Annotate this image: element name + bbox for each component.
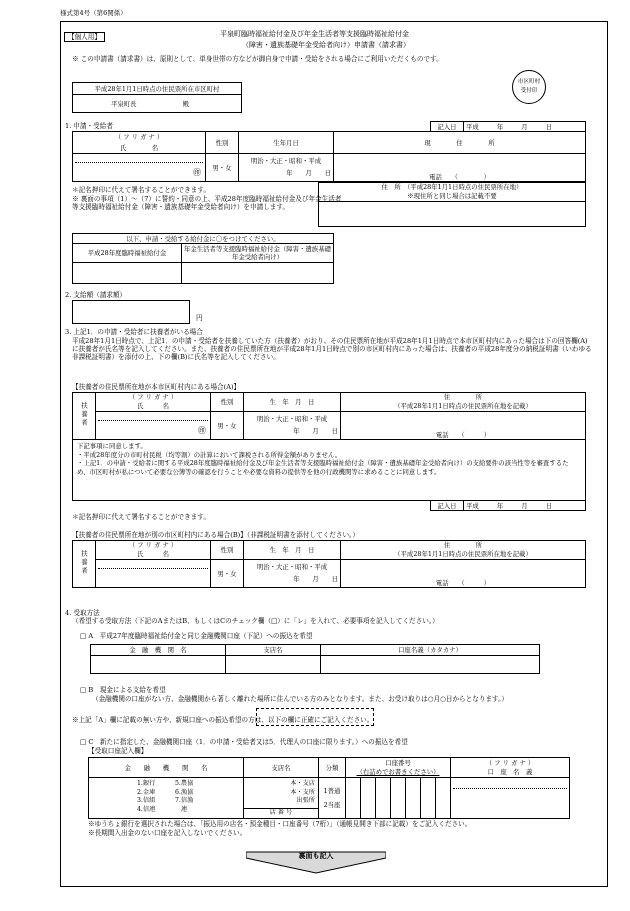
supporter-b-addr2: （平成28年1月1日時点の住民票所在地を記載） [394,550,532,558]
account-table [88,757,570,819]
filled-date-day: 日 [545,122,553,131]
supporter-a-address-header [341,393,586,412]
consent-line-1: 下記事項に同意します。 [77,442,147,450]
branch-type-3: 出張所 [296,797,315,804]
supporter-a-furigana-label: （ フ リ ガ ナ ） [128,393,178,402]
s3-filled-date-era: 平成 [466,501,479,510]
amount-unit: 円 [196,314,203,322]
section3-heading: 3. 上記1．の申請・受給者に扶養者がいる場合 [65,328,203,336]
form-number: 様式第4号（第6関係） [60,9,127,17]
option-a-bank-header: 金 融 機 関 名 [91,645,226,656]
account-number-header [346,758,451,778]
supporter-a-birth-header: 生 年 月 日 [244,393,341,412]
bank-type-5: 5.農協 [175,780,194,787]
benefit-option-1-label: 平成28年度臨時福祉給付金 [73,244,182,263]
section3-filled-date [430,500,586,511]
option-c-heading: 【受取口座記入欄】 [88,747,148,755]
option-a-holder-header: 口座名義（カタカナ） [321,645,540,656]
section4-note1: ※ゆうちょ銀行を選択された場合は、「振込用の店名・預金種目・口座番号（7桁）」（通帳見開き下部に記載）をご記入ください。 [88,820,472,828]
supporter-b-address-header [341,541,586,560]
shop-number-label: 店 番 号 [244,808,318,818]
account-bank-field[interactable] [89,778,244,819]
supporter-a-ymd: 年 月 日 [293,426,338,435]
section4-instruction: （希望する受取方法（下記のAまたはB、もしくはCのチェック欄（□）に「レ」を入れて、必要事項を記入してください。） [72,617,439,625]
supporter-b-gender-field[interactable]: 男・女 [211,560,244,588]
option-b-note: （金融機関の口座がない方、金融機関から著しく離れた場所に住んでいる方のみとなります。また、お受け取りは○月○日からとなります。） [92,695,508,703]
bank-type-7: 7.信漁 [175,797,194,804]
bank-type-3: 3.信組 [137,797,156,804]
supporter-a-gender-field[interactable]: 男・女 [211,412,244,440]
applicant-name-header [73,132,206,154]
supporter-a-consent [73,440,586,501]
applicant-seal: ㊞ [193,168,201,177]
supporter-b-table [72,540,586,588]
applicant-table [72,131,586,182]
section1-heading: 1. 申請・受給者 [65,122,113,130]
mayor-honorific: 殿 [182,99,189,108]
supporter-b-name-field[interactable] [96,560,211,588]
supporter-a-name-label: 氏 名 [137,402,169,410]
section3-b-heading: 【扶養者の住民票所在地が別の市区町村内にある場合(B)】（非課税証明書を添付してください。） [72,531,359,539]
applicant-name-label: 氏 名 [119,143,159,152]
supporter-a-phone: 電話 （ ） [435,431,491,439]
benefit-header: 以下、申請・受給する給付金に〇をつけてください。 [73,234,334,244]
applicant-phone: 電話 （ ） [429,173,490,181]
applicant-furigana-label: （ フ リ ガ ナ ） [114,133,164,142]
supporter-a-address-field[interactable] [341,412,586,440]
bank-type-2: 2.金庫 [137,788,156,796]
section2-heading: 2. 支給額（請求額） [65,291,127,299]
supporter-a-name-field[interactable] [96,412,211,440]
supporter-b-birth-header: 生 年 月 日 [244,541,341,560]
section4-note2: ※長期間入出金のない口座を記入しないでください。 [88,829,247,837]
account-holder-field[interactable] [451,778,570,819]
s3-filled-date-label: 記入日 [431,501,464,511]
option-a-branch-header: 支店名 [226,645,321,656]
reception-stamp [512,70,546,104]
supporter-b-ymd: 年 月 日 [293,574,338,583]
supporter-b-side-text: 扶養者 [80,550,88,576]
supporter-a-side-text: 扶養者 [80,402,88,428]
supporter-a-gender-header: 性別 [211,393,244,412]
account-branch-header: 支店名 [244,758,319,778]
stamp-line-1: 市区町村 [517,79,541,85]
applicant-address-field[interactable] [334,154,586,182]
filled-date-label: 記入日 [431,122,464,132]
filled-date-era: 平成 [466,122,479,131]
intro-note: ※ この申請書（請求書）は、原則として、単身世帯の方などが御自身で申請・受給をされる場合にご利用いただくものです。 [72,55,443,63]
account-holder-label: 口 座 名 義 [487,767,533,776]
applicant-gender-field[interactable]: 男・女 [206,154,239,182]
option-a[interactable]: □ A 平成27年度臨時福祉給付金と同じ金融機関口座（下記）への振込を希望 [80,632,313,640]
section1-note2: ※ 裏面の事項（1）〜（7）に誓約・同意の上、平成28年度臨時福祉給付金及び年金生活者等支援臨時福祉給付金（障害・遺族基礎年金受給者向け）を申請します。 [72,195,342,212]
bank-type-1: 1.銀行 [137,780,156,787]
account-number-hint: （右詰めでお書きください） [356,767,440,776]
supporter-a-name-header [96,393,211,412]
section4-heading: 4. 受取方法 [65,609,100,617]
option-a-branch-field [226,656,321,674]
account-class-field[interactable] [319,778,346,819]
s3-filled-date-day: 日 [545,501,553,510]
residence-box-title: 住 所 （平成28年1月1日時点の住民票所在地） [381,183,523,192]
benefit-option-1-mark[interactable] [73,263,182,284]
supporter-b-birth-field[interactable] [244,560,341,588]
stamp-line-2: 受付印 [520,88,538,94]
s3-filled-date-year: 年 [496,501,504,510]
applicant-gender-header: 性別 [206,132,239,154]
supporter-b-addr1: 住 所 [443,541,483,550]
applicant-birth-header: 生年月日 [239,132,334,154]
footer-arrow [246,850,386,874]
applicant-name-field[interactable] [73,154,206,182]
applicant-eras: 明治・大正・昭和・平成 [250,156,322,165]
account-bank-header: 金 融 機 関 名 [89,758,244,778]
title-line-2: （障害・遺族基礎年金受給者向け）申請書（請求書） [242,41,410,49]
branch-type-1: 本・支店 [290,780,315,787]
supporter-b-phone: 電話 （ ） [435,579,491,587]
applicant-birth-field[interactable] [239,154,334,182]
supporter-a-table [72,392,586,501]
account-holder-header [451,758,570,778]
account-number-label: 口座番号 [385,758,411,767]
section3-note: ＊記名押印に代えて署名することができます。 [72,513,210,521]
amount-field[interactable] [72,300,190,324]
applicant-ymd: 年 月 日 [286,168,331,177]
supporter-b-name-label: 氏 名 [137,550,169,558]
personal-tag: 【個人用】 [64,32,105,42]
option-a-holder-field [321,656,540,674]
residence-box-header [319,183,586,202]
option-a-note: ※上記「A」欄に記載の無い方や、新規口座への振込希望の方は、以下の欄に正確にご記入ください。 [72,716,374,724]
class-current: 2当座 [323,801,341,809]
account-class-header: 分類 [319,758,346,778]
consent-line-3: ・上記1．の申請・受給者に関する平成28年度臨時福祉給付金及び年金生活者等支援臨時福祉給付金（障害・遺族基礎年金受給者向け）の支給要件の該当性等を審査するため、市区町村が私について必要な公簿等の確認を行うことや必要な資料の提供等を他の行政機関等に求めることに同意します。 [77,459,569,476]
section3-a-heading: 【扶養者の住民票所在地が本市区町村内にある場合(A)】 [72,383,241,391]
bank-type-4: 4.信連 [137,805,156,813]
residence-field[interactable] [319,202,586,227]
account-number-field[interactable] [346,778,451,819]
supporter-a-eras: 明治・大正・昭和・平成 [256,414,328,423]
supporter-a-addr2: （平成28年1月1日時点の住民票所在地を記載） [394,402,532,410]
option-a-table [90,644,540,674]
class-ordinary: 1普通 [323,787,341,795]
residence-box [318,182,586,227]
residence-box-note: ※現住所と同じ場合は記載不要 [407,192,497,200]
supporter-b-eras: 明治・大正・昭和・平成 [256,562,328,571]
bank-type-8: 連 [181,805,188,813]
filled-date-month: 月 [521,122,528,131]
municipality-box [72,82,242,113]
municipality-header: 平成28年1月1日時点の住民票所在市区町村 [73,83,242,95]
supporter-b-gender-header: 性別 [211,541,244,560]
footer-arrow-text: 裏面も記入 [298,851,334,860]
supporter-a-birth-field[interactable] [244,412,341,440]
account-holder-furigana: （ フ リ ガ ナ ） [485,758,535,767]
supporter-b-side-label [73,541,96,588]
s3-filled-date-month: 月 [521,501,528,510]
supporter-a-seal: ㊞ [198,426,206,435]
section1-note1: ＊記名押印に代えて署名することができます。 [72,186,210,194]
mayor-name: 平泉町長 [111,99,137,108]
option-a-bank-field [91,656,226,674]
benefit-select-table [72,233,334,284]
supporter-b-furigana-label: （ フ リ ガ ナ ） [128,541,178,550]
branch-type-2: 本・支所 [290,788,315,796]
account-branch-field[interactable] [244,778,319,819]
title-line-1: 平泉町臨時福祉給付金及び年金生活者等支援臨時福祉給付金 [220,30,409,38]
supporter-a-side-label [73,393,96,440]
bank-type-6: 6.漁協 [175,788,194,796]
consent-line-2: ・平成28年度分の市町村民税（均等割）の計算において課税される所得金額がありません。 [77,450,342,459]
supporter-b-address-field[interactable] [341,560,586,588]
section3-body: 平成28年1月1日時点で、上記1．の申請・受給者を扶養していた方（扶養者）がおり、その住民票所在地が平成28年1月1日時点で本市区町村内にあった場合は下の回答欄(A)に扶養者が氏名等を記入してください。また、扶養者の住民票所在地が平成28年1月1日時点で別の市区町村内にあった場合は、扶養者の平成28年度分の納税証明書（いわゆる非課税証明書）を添付の上、下の欄(B)に氏名等を記入してください。 [72,337,592,362]
option-c[interactable]: □ C 新たに指定した、金融機関口座（1．の申請・受給者又は5．代理人の口座に限ります。）への振込を希望 [80,738,408,746]
filled-date-year: 年 [496,122,504,131]
applicant-address-header: 現 住 所 [334,132,586,154]
benefit-option-2-label: 年金生活者等支援臨時福祉給付金（障害・遺族基礎年金受給者向け） [182,244,334,263]
supporter-b-name-header [96,541,211,560]
supporter-a-addr1: 住 所 [443,393,483,402]
benefit-option-2-mark[interactable] [182,263,334,284]
option-b[interactable]: □ B 現金による支給を希望 [80,686,166,694]
